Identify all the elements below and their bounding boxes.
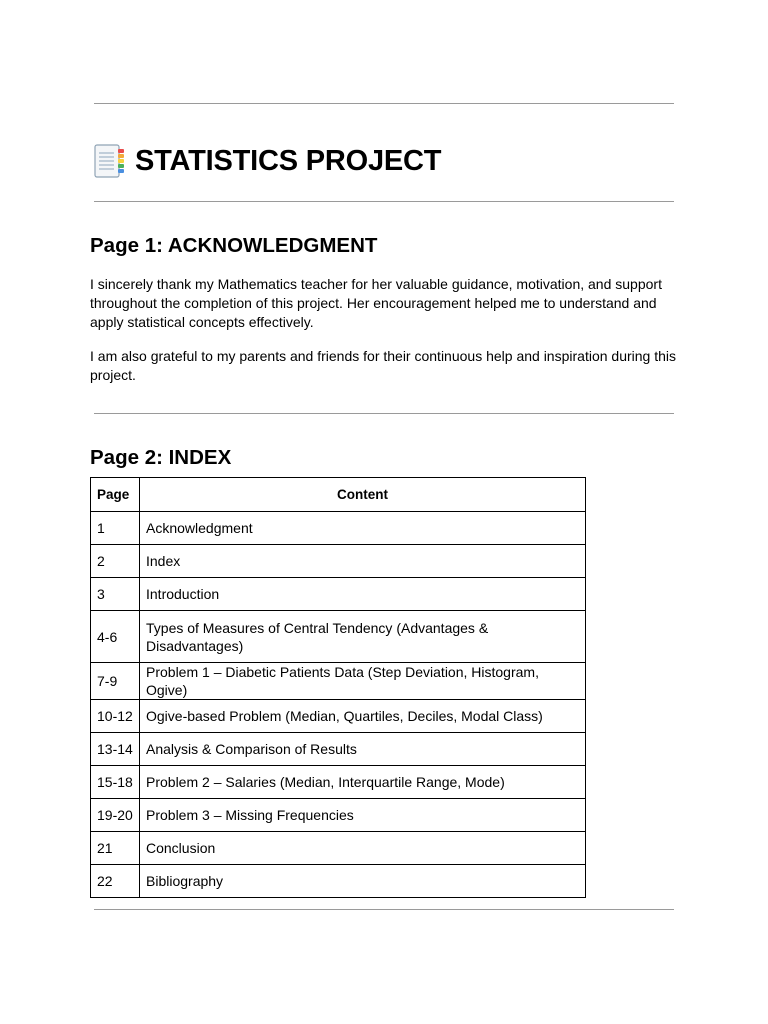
row-page: 15-18 — [91, 766, 140, 799]
table-row — [91, 578, 586, 611]
table-row — [91, 512, 586, 545]
acknowledgment-paragraph-1: I sincerely thank my Mathematics teacher for her valuable guidance, motivation, and support throughout the completion of this project. Her encouragement helped me to understand and apply statistical concepts effectively. — [90, 276, 662, 330]
title-row — [91, 142, 441, 180]
row-page: 4-6 — [91, 611, 140, 663]
row-page: 1 — [91, 512, 140, 545]
column-header-page: Page — [91, 478, 140, 512]
row-page: 10-12 — [91, 700, 140, 733]
table-row — [91, 663, 586, 700]
spiral-notepad-icon — [91, 142, 127, 180]
row-content: Conclusion — [140, 832, 586, 865]
index-heading: Page 2: INDEX — [90, 446, 232, 469]
row-page: 13-14 — [91, 733, 140, 766]
row-content: Types of Measures of Central Tendency (Advantages & Disadvantages) — [140, 611, 586, 663]
table-row — [91, 865, 586, 898]
row-content: Analysis & Comparison of Results — [140, 733, 586, 766]
row-content: Ogive-based Problem (Median, Quartiles, Deciles, Modal Class) — [140, 700, 586, 733]
table-header-row — [91, 478, 586, 512]
row-content: Problem 1 – Diabetic Patients Data (Step Deviation, Histogram, Ogive) — [140, 663, 586, 700]
acknowledgment-heading: Page 1: ACKNOWLEDGMENT — [90, 234, 378, 257]
bottom-divider — [94, 909, 674, 910]
row-page: 19-20 — [91, 799, 140, 832]
column-header-content: Content — [140, 478, 586, 512]
row-page: 3 — [91, 578, 140, 611]
top-divider — [94, 103, 674, 104]
row-page: 7-9 — [91, 663, 140, 700]
row-content: Acknowledgment — [140, 512, 586, 545]
title-divider — [94, 201, 674, 202]
row-content: Problem 2 – Salaries (Median, Interquartile Range, Mode) — [140, 766, 586, 799]
table-row — [91, 766, 586, 799]
table-row — [91, 799, 586, 832]
row-page: 2 — [91, 545, 140, 578]
row-page: 21 — [91, 832, 140, 865]
table-row — [91, 545, 586, 578]
table-row — [91, 611, 586, 663]
index-table — [90, 477, 586, 898]
page-title: STATISTICS PROJECT — [135, 145, 442, 177]
row-content: Problem 3 – Missing Frequencies — [140, 799, 586, 832]
row-content: Index — [140, 545, 586, 578]
acknowledgment-paragraph-2: I am also grateful to my parents and friends for their continuous help and inspiration during this project. — [90, 348, 676, 383]
table-row — [91, 733, 586, 766]
table-row — [91, 832, 586, 865]
table-row — [91, 700, 586, 733]
row-content: Introduction — [140, 578, 586, 611]
row-content: Bibliography — [140, 865, 586, 898]
section-divider — [94, 413, 674, 414]
row-page: 22 — [91, 865, 140, 898]
